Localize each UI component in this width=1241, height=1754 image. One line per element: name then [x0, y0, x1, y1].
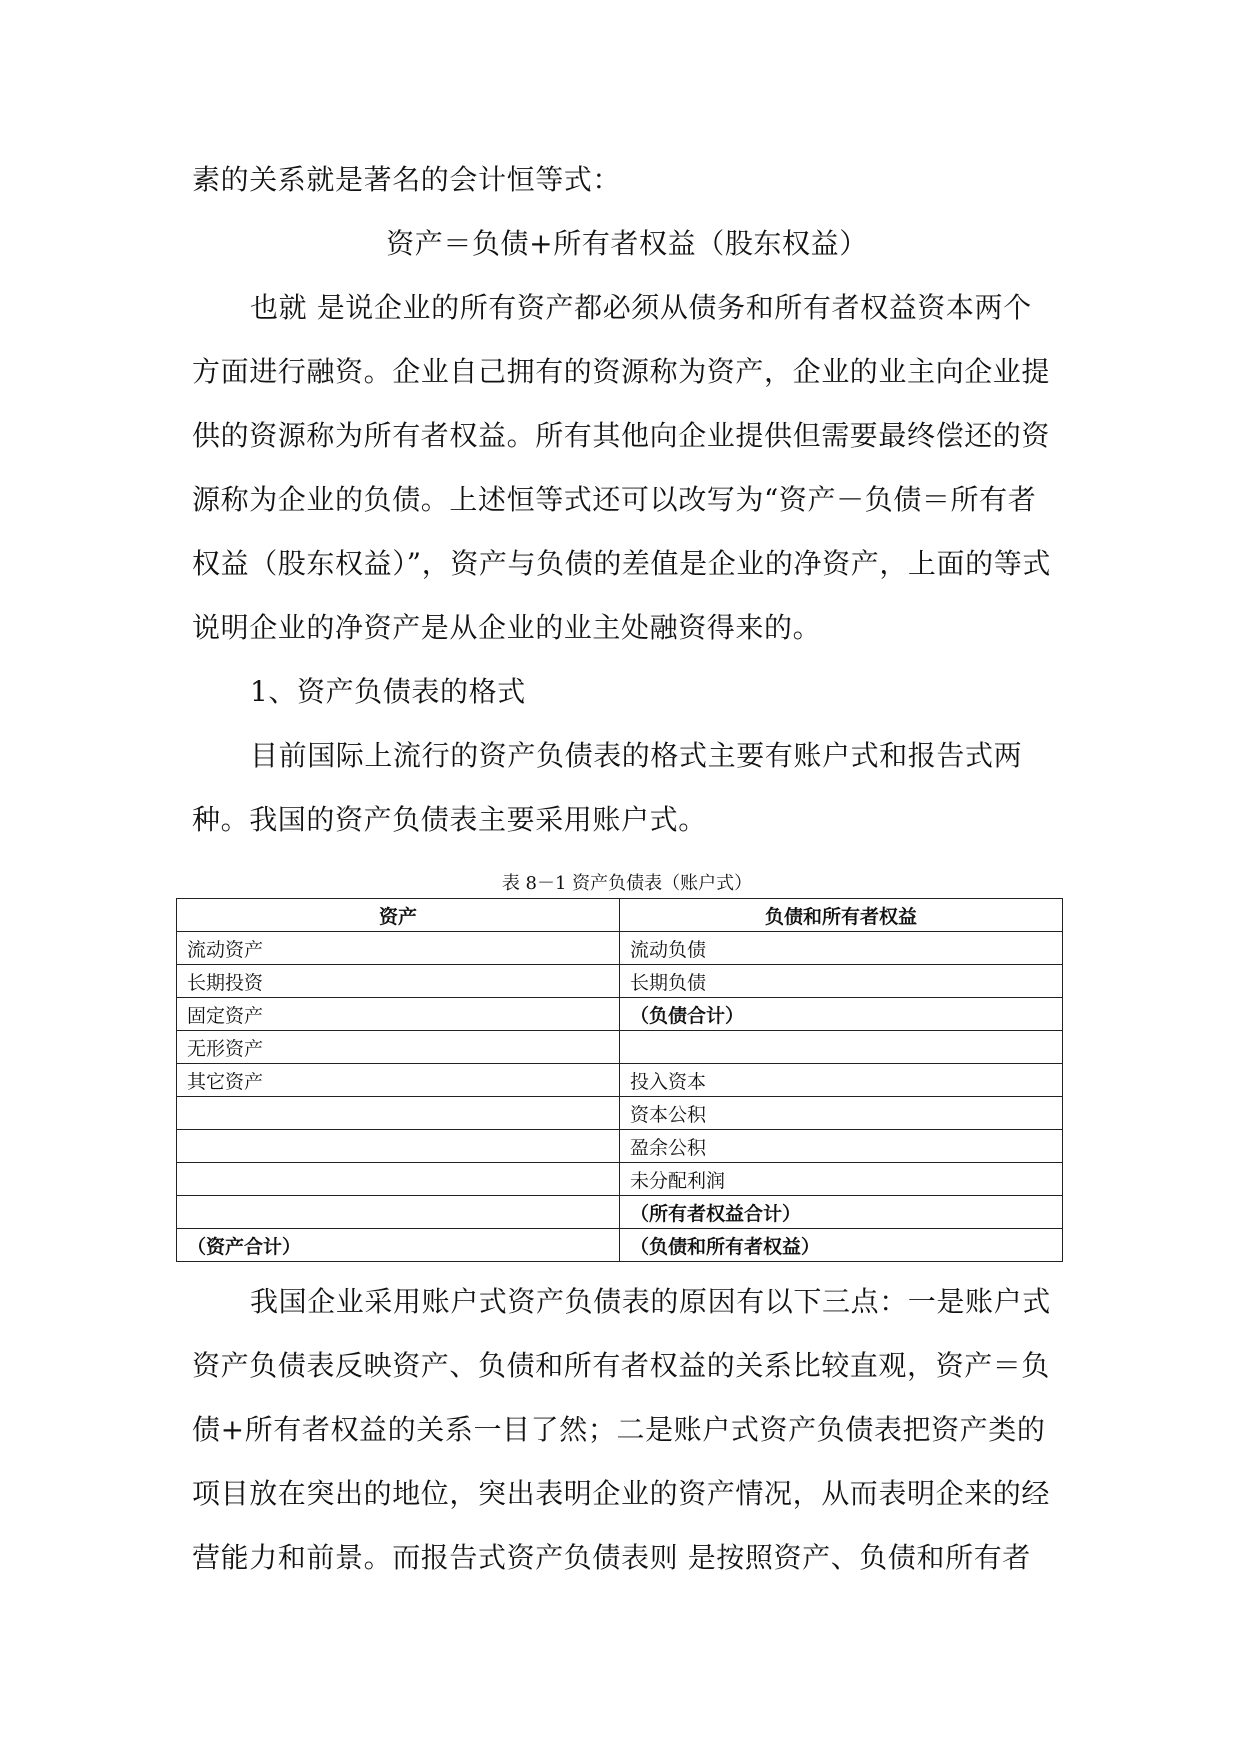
cell-right [620, 1031, 1063, 1064]
cell-left: 固定资产 [177, 998, 620, 1031]
paragraph-line: 项目放在突出的地位，突出表明企业的资产情况，从而表明企来的经 [192, 1477, 1051, 1510]
paragraph-line: 说明企业的净资产是从企业的业主处融资得来的。 [192, 611, 822, 644]
cell-left [177, 1097, 620, 1130]
table-row [177, 1097, 1063, 1130]
table-row [177, 1163, 1063, 1196]
paragraph-line: 源称为企业的负债。上述恒等式还可以改写为“资产－负债＝所有者 [192, 483, 1037, 516]
paragraph-line: 营能力和前景。而报告式资产负债表则 是按照资产、负债和所有者 [192, 1541, 1031, 1574]
paragraph-line: 也就 是说企业的所有资产都必须从债务和所有者权益资本两个 [250, 291, 1032, 324]
cell-right: 盈余公积 [620, 1130, 1063, 1163]
table-row [177, 1064, 1063, 1097]
cell-right: 流动负债 [620, 932, 1063, 965]
cell-left [177, 1163, 620, 1196]
cell-right: 资本公积 [620, 1097, 1063, 1130]
section-heading: 1、资产负债表的格式 [250, 675, 526, 708]
cell-left: 无形资产 [177, 1031, 620, 1064]
paragraph-line: 资产负债表反映资产、负债和所有者权益的关系比较直观，资产＝负 [192, 1349, 1051, 1382]
cell-right: （负债合计） [620, 998, 1063, 1031]
balance-sheet-table [176, 898, 1063, 1262]
paragraph-line: 供的资源称为所有者权益。所有其他向企业提供但需要最终偿还的资 [192, 419, 1051, 452]
header-assets: 资产 [177, 899, 620, 932]
table-row [177, 998, 1063, 1031]
table-row [177, 1229, 1063, 1262]
cell-left: 长期投资 [177, 965, 620, 998]
table-header-row [177, 899, 1063, 932]
cell-right: （负债和所有者权益） [620, 1229, 1063, 1262]
table-row [177, 1130, 1063, 1163]
table-row [177, 932, 1063, 965]
cell-right: （所有者权益合计） [620, 1196, 1063, 1229]
table-row [177, 965, 1063, 998]
cell-right: 未分配利润 [620, 1163, 1063, 1196]
paragraph-line: 方面进行融资。企业自己拥有的资源称为资产，企业的业主向企业提 [192, 355, 1051, 388]
cell-left [177, 1130, 620, 1163]
cell-left: 其它资产 [177, 1064, 620, 1097]
cell-right: 长期负债 [620, 965, 1063, 998]
cell-left: 流动资产 [177, 932, 620, 965]
paragraph-line: 素的关系就是著名的会计恒等式： [192, 163, 622, 196]
cell-left [177, 1196, 620, 1229]
cell-left: （资产合计） [177, 1229, 620, 1262]
paragraph-line: 目前国际上流行的资产负债表的格式主要有账户式和报告式两 [250, 739, 1023, 772]
table-row [177, 1196, 1063, 1229]
paragraph-line: 种。我国的资产负债表主要采用账户式。 [192, 803, 707, 836]
accounting-equation: 资产＝负债+所有者权益（股东权益） [386, 227, 868, 260]
header-liabilities-equity: 负债和所有者权益 [620, 899, 1063, 932]
cell-right: 投入资本 [620, 1064, 1063, 1097]
paragraph-line: 权益（股东权益）”，资产与负债的差值是企业的净资产，上面的等式 [192, 547, 1051, 580]
table-row [177, 1031, 1063, 1064]
paragraph-line: 债+所有者权益的关系一目了然；二是账户式资产负债表把资产类的 [192, 1413, 1046, 1446]
paragraph-line: 我国企业采用账户式资产负债表的原因有以下三点：一是账户式 [250, 1285, 1051, 1318]
table-caption: 表 8－1 资产负债表（账户式） [501, 873, 753, 894]
